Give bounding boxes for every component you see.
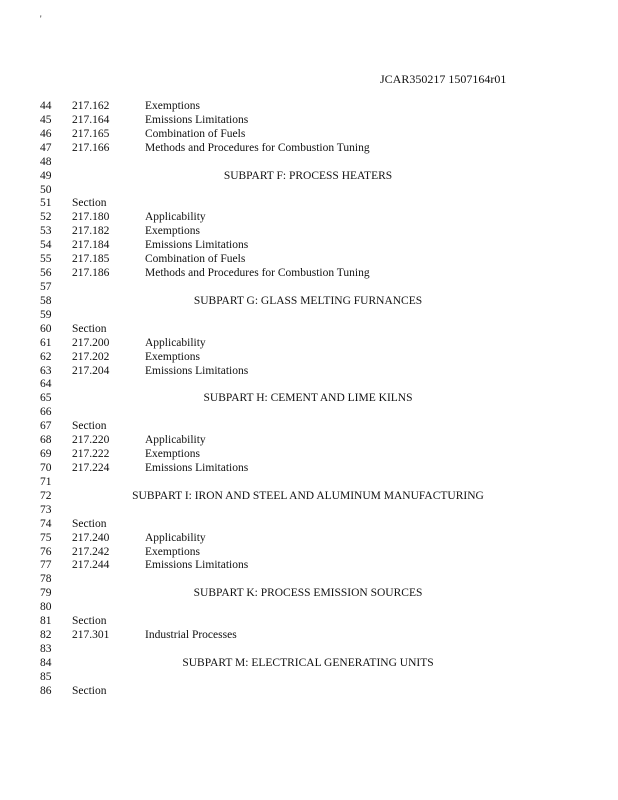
section-number: Section: [72, 517, 107, 530]
line-number: 55: [40, 253, 52, 266]
line-number: 86: [40, 684, 52, 697]
line-number: 75: [40, 531, 52, 544]
document-line: [0, 434, 618, 448]
document-line: [0, 114, 618, 128]
section-number: Section: [72, 684, 107, 697]
document-line: [0, 546, 618, 560]
line-number: 59: [40, 308, 52, 321]
document-lines: [0, 100, 618, 699]
line-number: 53: [40, 225, 52, 238]
line-number: 67: [40, 420, 52, 433]
line-number: 49: [40, 169, 52, 182]
line-number: 69: [40, 448, 52, 461]
section-number: 217.186: [72, 267, 110, 280]
document-line: [0, 476, 618, 490]
section-number: 217.182: [72, 225, 110, 238]
line-number: 45: [40, 113, 52, 126]
document-line: [0, 490, 618, 504]
section-number: 217.200: [72, 336, 110, 349]
line-number: 51: [40, 197, 52, 210]
document-line: [0, 170, 618, 184]
document-line: [0, 267, 618, 281]
section-title: Methods and Procedures for Combustion Tuning: [145, 141, 370, 154]
section-number: 217.165: [72, 127, 110, 140]
line-number: 68: [40, 434, 52, 447]
section-title: Emissions Limitations: [145, 364, 249, 377]
line-number: 78: [40, 573, 52, 586]
line-number: 47: [40, 141, 52, 154]
document-line: [0, 615, 618, 629]
line-number: 52: [40, 211, 52, 224]
section-title: Applicability: [145, 211, 206, 224]
line-number: 62: [40, 350, 52, 363]
document-line: [0, 629, 618, 643]
document-line: [0, 142, 618, 156]
section-title: Emissions Limitations: [145, 559, 249, 572]
subpart-heading: SUBPART K: PROCESS EMISSION SOURCES: [193, 587, 423, 600]
document-line: [0, 532, 618, 546]
line-number: 82: [40, 629, 52, 642]
document-line: [0, 295, 618, 309]
line-number: 50: [40, 183, 52, 196]
document-line: [0, 253, 618, 267]
section-title: Exemptions: [145, 350, 200, 363]
line-number: 44: [40, 100, 52, 112]
line-number: 72: [40, 489, 52, 502]
section-title: Methods and Procedures for Combustion Tuning: [145, 267, 370, 280]
document-line: [0, 281, 618, 295]
subpart-heading: SUBPART H: CEMENT AND LIME KILNS: [203, 392, 413, 405]
document-line: [0, 128, 618, 142]
section-title: Exemptions: [145, 448, 200, 461]
corner-mark: ': [40, 14, 42, 24]
section-number: 217.242: [72, 545, 110, 558]
line-number: 85: [40, 670, 52, 683]
line-number: 48: [40, 155, 52, 168]
document-line: [0, 239, 618, 253]
section-title: Applicability: [145, 531, 206, 544]
line-number: 66: [40, 406, 52, 419]
section-number: 217.240: [72, 531, 110, 544]
section-title: Emissions Limitations: [145, 113, 249, 126]
section-number: 217.220: [72, 434, 110, 447]
section-number: 217.202: [72, 350, 110, 363]
document-line: [0, 406, 618, 420]
subpart-heading: SUBPART G: GLASS MELTING FURNANCES: [193, 294, 423, 307]
line-number: 54: [40, 239, 52, 252]
section-number: Section: [72, 420, 107, 433]
section-title: Exemptions: [145, 100, 200, 112]
document-line: [0, 184, 618, 198]
document-line: [0, 197, 618, 211]
section-number: 217.185: [72, 253, 110, 266]
line-number: 46: [40, 127, 52, 140]
line-number: 70: [40, 461, 52, 474]
section-number: 217.301: [72, 629, 110, 642]
section-title: Combination of Fuels: [145, 127, 246, 140]
document-line: [0, 365, 618, 379]
section-title: Applicability: [145, 336, 206, 349]
section-title: Emissions Limitations: [145, 461, 249, 474]
line-number: 79: [40, 587, 52, 600]
line-number: 84: [40, 656, 52, 669]
document-line: [0, 462, 618, 476]
section-title: Applicability: [145, 434, 206, 447]
line-number: 74: [40, 517, 52, 530]
document-line: [0, 448, 618, 462]
section-number: 217.184: [72, 239, 110, 252]
document-line: [0, 309, 618, 323]
document-line: [0, 643, 618, 657]
line-number: 73: [40, 503, 52, 516]
line-number: 64: [40, 378, 52, 391]
line-number: 80: [40, 601, 52, 614]
document-line: [0, 100, 618, 114]
document-line: [0, 337, 618, 351]
line-number: 81: [40, 615, 52, 628]
document-line: [0, 225, 618, 239]
line-number: 61: [40, 336, 52, 349]
section-number: 217.180: [72, 211, 110, 224]
section-title: Exemptions: [145, 545, 200, 558]
line-number: 83: [40, 642, 52, 655]
document-line: [0, 587, 618, 601]
document-line: [0, 601, 618, 615]
line-number: 65: [40, 392, 52, 405]
section-number: Section: [72, 322, 107, 335]
line-number: 57: [40, 280, 52, 293]
line-number: 77: [40, 559, 52, 572]
subpart-heading: SUBPART M: ELECTRICAL GENERATING UNITS: [182, 656, 434, 669]
section-title: Combination of Fuels: [145, 253, 246, 266]
document-line: [0, 671, 618, 685]
document-line: [0, 518, 618, 532]
document-line: [0, 211, 618, 225]
document-line: [0, 378, 618, 392]
line-number: 71: [40, 475, 52, 488]
document-line: [0, 420, 618, 434]
section-number: 217.222: [72, 448, 110, 461]
line-number: 63: [40, 364, 52, 377]
section-number: Section: [72, 197, 107, 210]
line-number: 76: [40, 545, 52, 558]
document-line: [0, 573, 618, 587]
section-number: 217.164: [72, 113, 110, 126]
subpart-heading: SUBPART I: IRON AND STEEL AND ALUMINUM MANUFACTURING: [132, 489, 484, 502]
document-header-id: JCAR350217 1507164r01: [380, 72, 507, 86]
section-number: 217.244: [72, 559, 110, 572]
document-line: [0, 657, 618, 671]
document-line: [0, 504, 618, 518]
section-number: 217.166: [72, 141, 110, 154]
document-line: [0, 685, 618, 699]
section-title: Exemptions: [145, 225, 200, 238]
document-line: [0, 392, 618, 406]
subpart-heading: SUBPART F: PROCESS HEATERS: [223, 169, 393, 182]
section-number: 217.204: [72, 364, 110, 377]
line-number: 56: [40, 267, 52, 280]
section-number: 217.224: [72, 461, 110, 474]
section-number: 217.162: [72, 100, 110, 112]
document-line: [0, 323, 618, 337]
section-number: Section: [72, 615, 107, 628]
line-number: 60: [40, 322, 52, 335]
document-line: [0, 156, 618, 170]
line-number: 58: [40, 294, 52, 307]
document-line: [0, 351, 618, 365]
document-line: [0, 559, 618, 573]
section-title: Emissions Limitations: [145, 239, 249, 252]
section-title: Industrial Processes: [145, 629, 237, 642]
